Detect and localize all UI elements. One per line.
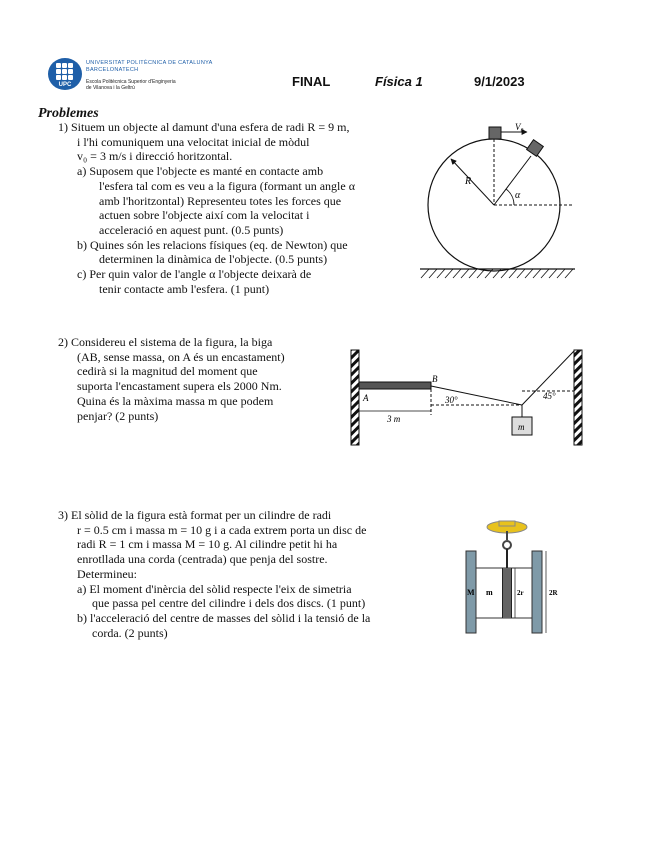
radius-label: R [465,176,472,187]
subject: Física 1 [375,74,423,89]
problem-line: 3) El sòlid de la figura està format per un cilindre de radi [58,508,332,522]
problem-line: penjar? (2 punts) [77,408,159,423]
problem-line: acceleració en aquest punt. (0.5 punts) [99,222,284,237]
problem-1 [58,120,355,296]
right-wall [574,350,582,445]
sphere-figure [415,118,585,283]
point-a-label: A [363,393,369,403]
problem-line: Determineu: [77,566,137,581]
problem-line: radi R = 1 cm i massa M = 10 g. Al cilindre petit hi ha [77,537,338,552]
problem-line: a) El moment d'inèrcia del sòlid respecte l'eix de simetria [77,581,352,596]
section-title: Problemes [38,106,99,121]
solid-figure [460,518,570,643]
radius-arrow [451,159,494,205]
angle-30-label: 30° [445,395,458,405]
problem-line: actuen sobre l'objecte així com la velocitat i [99,208,310,223]
length-label: 3 m [387,414,401,424]
2r-label: 2r [517,589,524,597]
left-wall [351,350,359,445]
v0-label: V₀ [515,122,524,132]
angle-arc [506,189,514,205]
right-disc [532,551,542,633]
problem-line: a) Suposem que l'objecte es manté en contacte amb [77,164,324,179]
problem-2 [58,335,285,423]
problem-line: r = 0.5 cm i massa m = 10 g i a cada extrem porta un disc de [77,522,367,537]
problem-line: b) l'acceleració del centre de masses del sòlid i la tensió de la [77,610,371,625]
school-line-1: Escola Politècnica Superior d'Enginyeria [86,79,176,85]
university-line-1: UNIVERSITAT POLITÈCNICA DE CATALUNYA [86,60,213,66]
beam-ab [359,382,431,389]
problem-line: amb l'horitzontal) Representeu totes les forces que [99,193,342,208]
problem-line: que passa pel centre del cilindre i dels dos discs. (1 punt) [92,596,366,611]
problem-line: tenir contacte amb l'esfera. (1 punt) [99,281,270,296]
disc-mass-label: M [467,588,475,597]
problem-line: v₀ = 3 m/s i direcció horitzontal. [77,149,233,164]
exam-type: FINAL [292,74,331,89]
exam-date: 9/1/2023 [474,74,525,89]
problem-line: b) Quines són les relacions físiques (eq. de Newton) que [77,237,348,252]
object-tilted [527,140,544,157]
problem-line: c) Per quin valor de l'angle α l'objecte deixarà de [77,267,312,282]
angle-45-label: 45° [543,391,556,401]
beam-figure [345,345,590,450]
problem-line: suporta l'encastament supera els 2000 Nm. [77,379,282,394]
problem-line: enrotllada una corda (centrada) que penja del sostre. [77,552,328,567]
point-b-label: B [432,374,438,384]
school-line-2: de Vilanova i la Geltrú [86,85,135,91]
problem-3 [58,508,370,640]
object-top [489,127,501,139]
cylinder-mass-label: m [486,588,493,597]
problem-line: i l'hi comuniquem una velocitat inicial de mòdul [77,134,310,149]
2R-label: 2R [549,589,558,597]
upc-logo [48,58,82,90]
logo-text: UPC [58,82,72,88]
problem-line: corda. (2 punts) [92,625,168,640]
problem-line: Quina és la màxima massa m que podem [77,393,274,408]
wound-rope [502,568,512,618]
problem-line: 1) Situem un objecte al damunt d'una esfera de radi R = 9 m, [58,120,350,134]
university-name [86,60,213,74]
problem-line: (AB, sense massa, on A és un encastament) [77,349,285,364]
problem-line: cedirà si la magnitud del moment que [77,364,258,379]
problem-line: determinen la dinàmica de l'objecte. (0.5 punts) [99,252,328,267]
mass-label: m [518,422,525,432]
alpha-label: α [515,190,521,201]
school-name [86,79,176,91]
problem-line: l'esfera tal com es veu a la figura (formant un angle α [99,178,356,193]
university-line-2: BARCELONATECH [86,67,139,73]
problem-line: 2) Considereu el sistema de la figura, la biga [58,335,273,349]
